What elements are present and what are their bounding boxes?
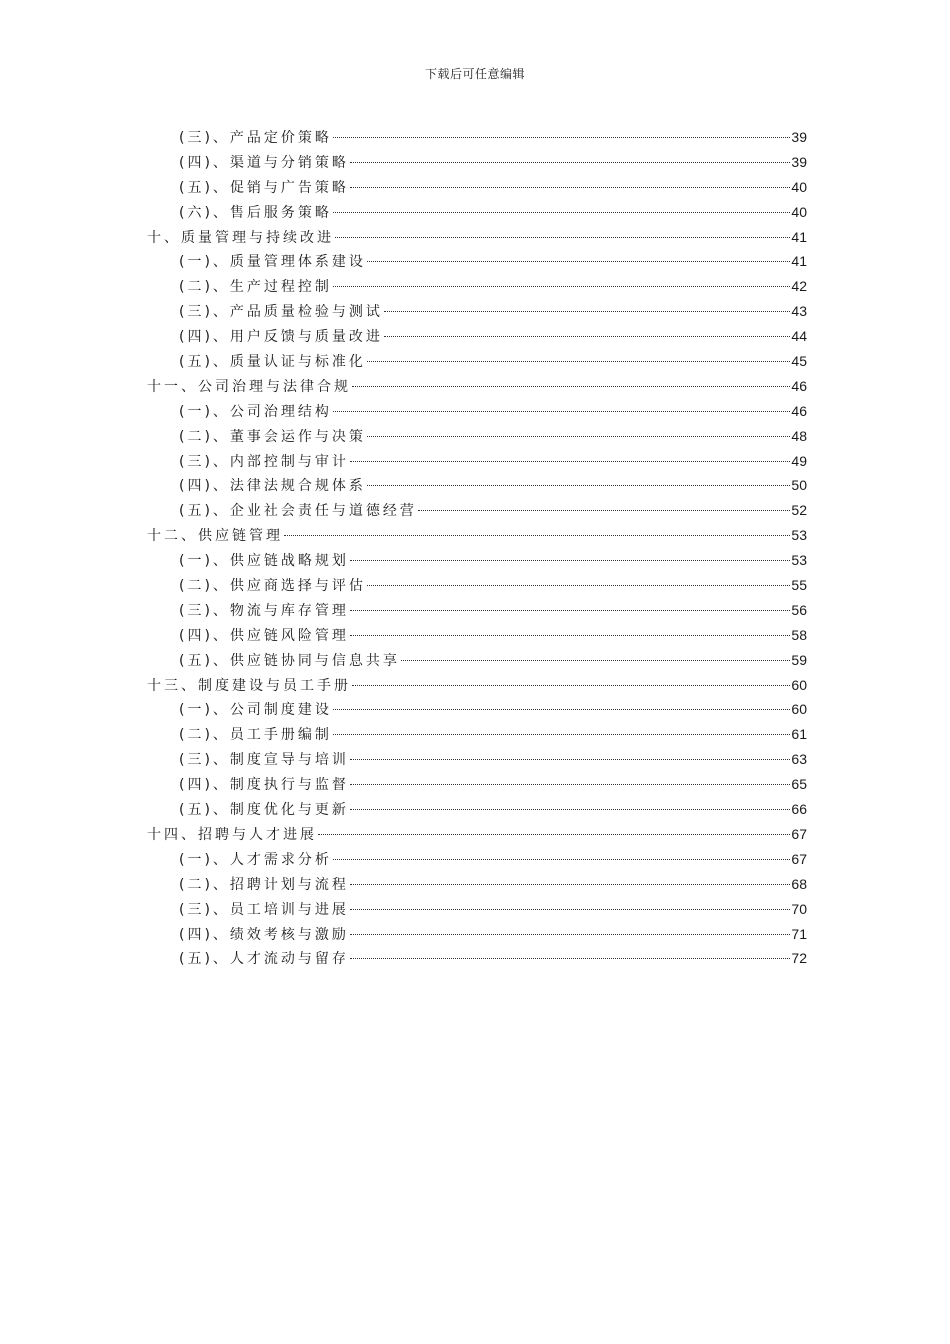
toc-entry-title: (三)、制度宣导与培训: [179, 752, 349, 769]
toc-entry-title: (二)、生产过程控制: [179, 279, 332, 296]
toc-entry-page-number: 65: [791, 776, 807, 793]
toc-entry-page-number: 58: [791, 626, 807, 643]
toc-dot-leader: [350, 957, 790, 959]
toc-dot-leader: [333, 733, 790, 735]
toc-chapter-entry[interactable]: [147, 822, 807, 847]
page-header: 下载后可任意编辑: [424, 67, 525, 81]
toc-section-entry[interactable]: [147, 697, 807, 722]
toc-dot-leader: [350, 559, 790, 561]
toc-entry-page-number: 56: [791, 601, 807, 618]
toc-dot-leader: [384, 335, 790, 337]
toc-section-entry[interactable]: [147, 498, 807, 523]
toc-entry-title: (一)、人才需求分析: [179, 851, 332, 868]
toc-dot-leader: [333, 211, 790, 213]
toc-entry-title: (一)、公司治理结构: [179, 403, 332, 420]
toc-dot-leader: [367, 260, 790, 262]
toc-dot-leader: [333, 858, 790, 860]
toc-entry-title: (四)、渠道与分销策略: [179, 154, 349, 171]
toc-section-entry[interactable]: [147, 872, 807, 897]
toc-entry-page-number: 53: [791, 527, 807, 544]
toc-dot-leader: [352, 385, 790, 387]
toc-entry-title: (四)、用户反馈与质量改进: [179, 329, 383, 346]
toc-section-entry[interactable]: [147, 299, 807, 324]
toc-section-entry[interactable]: [147, 324, 807, 349]
toc-section-entry[interactable]: [147, 349, 807, 374]
toc-entry-page-number: 68: [791, 875, 807, 892]
toc-section-entry[interactable]: [147, 175, 807, 200]
toc-entry-title: (六)、售后服务策略: [179, 204, 332, 221]
toc-entry-page-number: 61: [791, 726, 807, 743]
toc-entry-page-number: 46: [791, 377, 807, 394]
toc-entry-title: (四)、法律法规合规体系: [179, 478, 366, 495]
toc-entry-title: 十四、招聘与人才进展: [147, 826, 317, 843]
toc-dot-leader: [367, 484, 790, 486]
toc-dot-leader: [333, 708, 790, 710]
toc-entry-page-number: 60: [791, 701, 807, 718]
toc-section-entry[interactable]: [147, 922, 807, 947]
toc-dot-leader: [350, 609, 790, 611]
toc-entry-page-number: 50: [791, 477, 807, 494]
toc-section-entry[interactable]: [147, 772, 807, 797]
toc-entry-title: (二)、员工手册编制: [179, 727, 332, 744]
toc-section-entry[interactable]: [147, 797, 807, 822]
toc-dot-leader: [350, 933, 790, 935]
toc-section-entry[interactable]: [147, 648, 807, 673]
toc-entry-page-number: 42: [791, 278, 807, 295]
toc-entry-title: (二)、招聘计划与流程: [179, 876, 349, 893]
toc-section-entry[interactable]: [147, 722, 807, 747]
toc-entry-page-number: 40: [791, 178, 807, 195]
toc-entry-page-number: 48: [791, 427, 807, 444]
toc-dot-leader: [350, 161, 790, 163]
toc-dot-leader: [350, 908, 790, 910]
toc-section-entry[interactable]: [147, 399, 807, 424]
toc-chapter-entry[interactable]: [147, 523, 807, 548]
toc-entry-page-number: 67: [791, 825, 807, 842]
toc-dot-leader: [350, 808, 790, 810]
toc-entry-title: (五)、供应链协同与信息共享: [179, 652, 400, 669]
toc-entry-page-number: 70: [791, 900, 807, 917]
toc-dot-leader: [333, 136, 790, 138]
toc-entry-title: (五)、制度优化与更新: [179, 802, 349, 819]
toc-entry-title: (一)、公司制度建设: [179, 702, 332, 719]
toc-section-entry[interactable]: [147, 897, 807, 922]
toc-entry-page-number: 39: [791, 153, 807, 170]
toc-dot-leader: [401, 659, 790, 661]
toc-entry-page-number: 43: [791, 303, 807, 320]
toc-dot-leader: [333, 285, 790, 287]
toc-entry-page-number: 40: [791, 203, 807, 220]
toc-dot-leader: [335, 236, 790, 238]
toc-dot-leader: [350, 634, 790, 636]
toc-entry-page-number: 72: [791, 950, 807, 967]
toc-entry-title: 十二、供应链管理: [147, 528, 283, 545]
toc-entry-page-number: 53: [791, 552, 807, 569]
toc-entry-title: (四)、供应链风险管理: [179, 627, 349, 644]
toc-entry-title: 十三、制度建设与员工手册: [147, 677, 351, 694]
toc-section-entry[interactable]: [147, 449, 807, 474]
toc-dot-leader: [350, 783, 790, 785]
toc-section-entry[interactable]: [147, 573, 807, 598]
toc-section-entry[interactable]: [147, 623, 807, 648]
toc-entry-title: (五)、促销与广告策略: [179, 179, 349, 196]
toc-entry-title: 十、质量管理与持续改进: [147, 229, 334, 246]
toc-entry-page-number: 59: [791, 651, 807, 668]
toc-section-entry[interactable]: [147, 249, 807, 274]
toc-section-entry[interactable]: [147, 598, 807, 623]
toc-entry-page-number: 46: [791, 402, 807, 419]
toc-dot-leader: [384, 310, 790, 312]
toc-dot-leader: [367, 360, 790, 362]
toc-section-entry[interactable]: [147, 200, 807, 225]
toc-entry-page-number: 41: [791, 253, 807, 270]
toc-section-entry[interactable]: [147, 747, 807, 772]
toc-entry-title: (五)、企业社会责任与道德经营: [179, 503, 417, 520]
toc-entry-page-number: 45: [791, 353, 807, 370]
toc-entry-title: (二)、供应商选择与评估: [179, 578, 366, 595]
toc-dot-leader: [318, 833, 790, 835]
toc-dot-leader: [350, 883, 790, 885]
toc-entry-title: (三)、物流与库存管理: [179, 602, 349, 619]
toc-entry-page-number: 41: [791, 228, 807, 245]
toc-chapter-entry[interactable]: [147, 374, 807, 399]
toc-entry-title: (五)、人才流动与留存: [179, 951, 349, 968]
toc-chapter-entry[interactable]: [147, 225, 807, 250]
toc-section-entry[interactable]: [147, 424, 807, 449]
toc-entry-title: (四)、绩效考核与激励: [179, 926, 349, 943]
toc-section-entry[interactable]: [147, 473, 807, 498]
table-of-contents: [147, 125, 807, 971]
toc-section-entry[interactable]: [147, 274, 807, 299]
toc-section-entry[interactable]: [147, 946, 807, 971]
toc-dot-leader: [367, 584, 790, 586]
toc-section-entry[interactable]: [147, 125, 807, 150]
toc-entry-page-number: 49: [791, 452, 807, 469]
toc-entry-page-number: 52: [791, 502, 807, 519]
toc-entry-title: (五)、质量认证与标准化: [179, 354, 366, 371]
toc-dot-leader: [418, 509, 790, 511]
toc-dot-leader: [333, 410, 790, 412]
toc-entry-title: (三)、员工培训与进展: [179, 901, 349, 918]
toc-entry-title: (二)、董事会运作与决策: [179, 428, 366, 445]
toc-entry-title: (一)、质量管理体系建设: [179, 254, 366, 271]
toc-dot-leader: [350, 758, 790, 760]
toc-entry-title: (一)、供应链战略规划: [179, 553, 349, 570]
toc-dot-leader: [367, 435, 790, 437]
toc-entry-title: (三)、内部控制与审计: [179, 453, 349, 470]
toc-entry-title: (四)、制度执行与监督: [179, 777, 349, 794]
toc-dot-leader: [352, 684, 790, 686]
toc-entry-page-number: 55: [791, 577, 807, 594]
toc-entry-title: (三)、产品定价策略: [179, 130, 332, 146]
toc-dot-leader: [350, 186, 790, 188]
toc-entry-page-number: 63: [791, 751, 807, 768]
toc-entry-page-number: 66: [791, 801, 807, 818]
toc-entry-page-number: 44: [791, 328, 807, 345]
toc-section-entry[interactable]: [147, 548, 807, 573]
toc-section-entry[interactable]: [147, 847, 807, 872]
toc-dot-leader: [284, 534, 790, 536]
toc-dot-leader: [350, 460, 790, 462]
toc-entry-title: 十一、公司治理与法律合规: [147, 378, 351, 395]
toc-entry-page-number: 67: [791, 850, 807, 867]
toc-entry-page-number: 39: [791, 129, 807, 145]
toc-entry-page-number: 60: [791, 676, 807, 693]
toc-section-entry[interactable]: [147, 150, 807, 175]
toc-chapter-entry[interactable]: [147, 673, 807, 698]
toc-entry-title: (三)、产品质量检验与测试: [179, 304, 383, 321]
toc-entry-page-number: 71: [791, 925, 807, 942]
